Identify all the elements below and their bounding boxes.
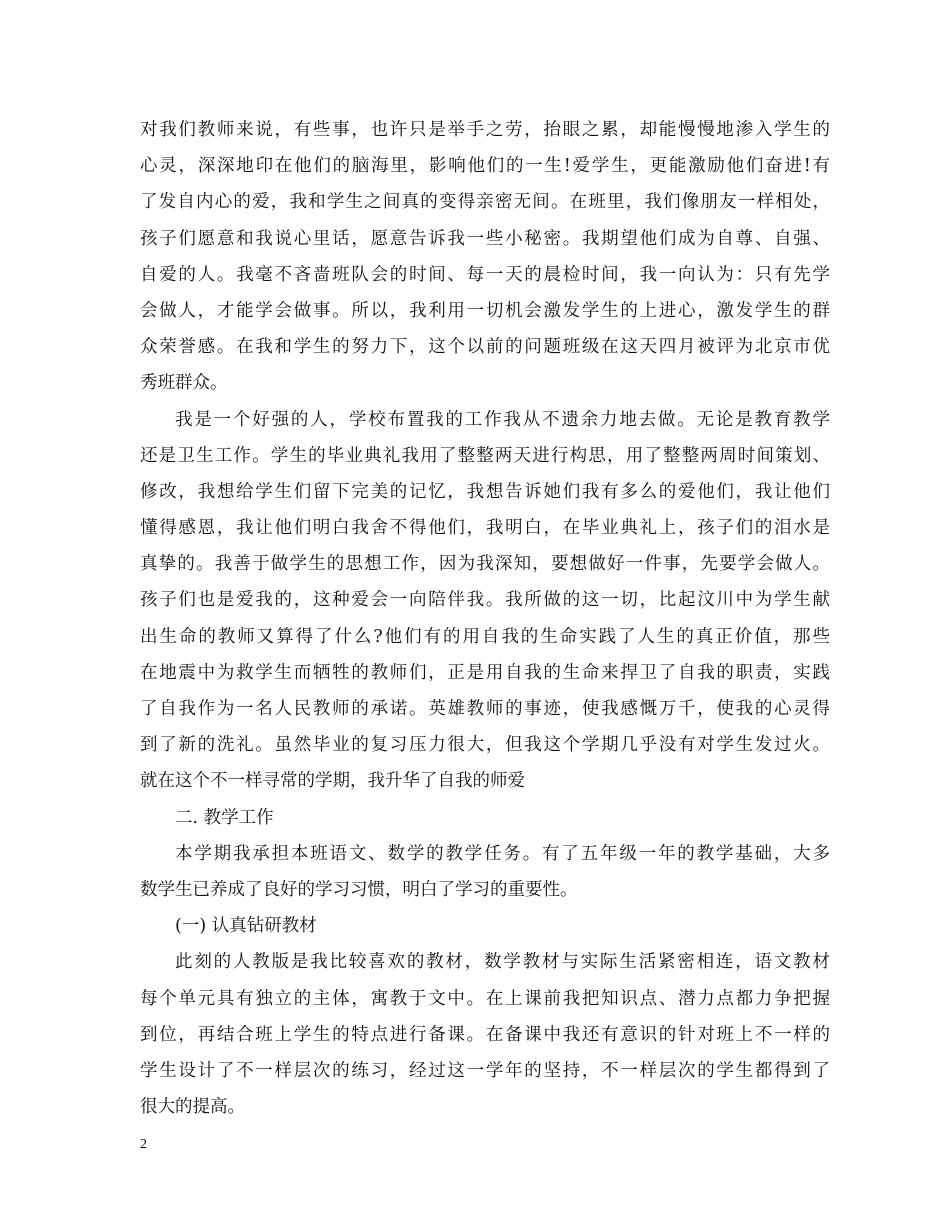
- text-line: 众荣誉感。在我和学生的努力下，这个以前的问题班级在这天四月被评为北京市优: [140, 337, 830, 358]
- text-line: 到位，再结合班上学生的特点进行备课。在备课中我还有意识的针对班上不一样的: [140, 1024, 830, 1045]
- text-line: 还是卫生工作。学生的毕业典礼我用了整整两天进行构思，用了整整两周时间策划、: [140, 445, 830, 466]
- text-line: 我是一个好强的人，学校布置我的工作我从不遗余力地去做。无论是教育教学: [175, 409, 830, 430]
- text-line: 了发自内心的爱，我和学生之间真的变得亲密无间。在班里，我们像朋友一样相处，: [140, 192, 830, 213]
- text-line: 孩子们也是爱我的，这种爱会一向陪伴我。我所做的这一切，比起汶川中为学生献: [140, 590, 830, 611]
- text-line: 就在这个不一样寻常的学期，我升华了自我的师爱: [140, 771, 525, 792]
- text-line: 本学期我承担本班语文、数学的教学任务。有了五年级一年的教学基础，大多: [175, 843, 830, 864]
- text-line: 秀班群众。: [140, 373, 228, 394]
- text-line: 懂得感恩，我让他们明白我舍不得他们，我明白，在毕业典礼上，孩子们的泪水是: [140, 518, 830, 539]
- text-line: 会做人，才能学会做事。所以，我利用一切机会激发学生的上进心，激发学生的群: [140, 300, 830, 321]
- text-line: 很大的提高。: [140, 1097, 245, 1118]
- text-line: (一) 认真钻研教材: [175, 916, 317, 937]
- text-line: 学生设计了不一样层次的练习，经过这一学年的坚持，不一样层次的学生都得到了: [140, 1060, 830, 1081]
- text-line: 二. 教学工作: [175, 807, 274, 828]
- text-line: 自爱的人。我毫不吝啬班队会的时间、每一天的晨检时间，我一向认为：只有先学: [140, 264, 830, 285]
- text-line: 数学生已养成了良好的学习习惯，明白了学习的重要性。: [140, 879, 578, 900]
- text-line: 对我们教师来说，有些事，也许只是举手之劳，抬眼之累，却能慢慢地渗入学生的: [140, 120, 830, 140]
- text-line: 修改，我想给学生们留下完美的记忆，我想告诉她们我有多么的爱他们，我让他们: [140, 481, 830, 502]
- text-line: 此刻的人教版是我比较喜欢的教材，数学教材与实际生活紧密相连，语文教材: [175, 952, 830, 973]
- text-line: 真挚的。我善于做学生的思想工作，因为我深知，要想做好一件事，先要学会做人。: [140, 554, 830, 575]
- text-line: 出生命的教师又算得了什么?他们有的用自我的生命实践了人生的真正价值，那些: [140, 626, 830, 647]
- text-line: 在地震中为救学生而牺牲的教师们，正是用自我的生命来捍卫了自我的职责，实践: [140, 662, 830, 683]
- text-line: 到了新的洗礼。虽然毕业的复习压力很大，但我这个学期几乎没有对学生发过火。: [140, 735, 830, 756]
- text-line: 每个单元具有独立的主体，寓教于文中。在上课前我把知识点、潜力点都力争把握: [140, 988, 830, 1009]
- text-line: 了自我作为一名人民教师的承诺。英雄教师的事迹，使我感慨万千，使我的心灵得: [140, 699, 830, 719]
- document-body: [140, 112, 830, 1125]
- text-line: 心灵，深深地印在他们的脑海里，影响他们的一生!爱学生，更能激励他们奋进!有: [140, 156, 830, 177]
- page-number: 2: [140, 1137, 147, 1152]
- text-line: 孩子们愿意和我说心里话，愿意告诉我一些小秘密。我期望他们成为自尊、自强、: [140, 228, 830, 249]
